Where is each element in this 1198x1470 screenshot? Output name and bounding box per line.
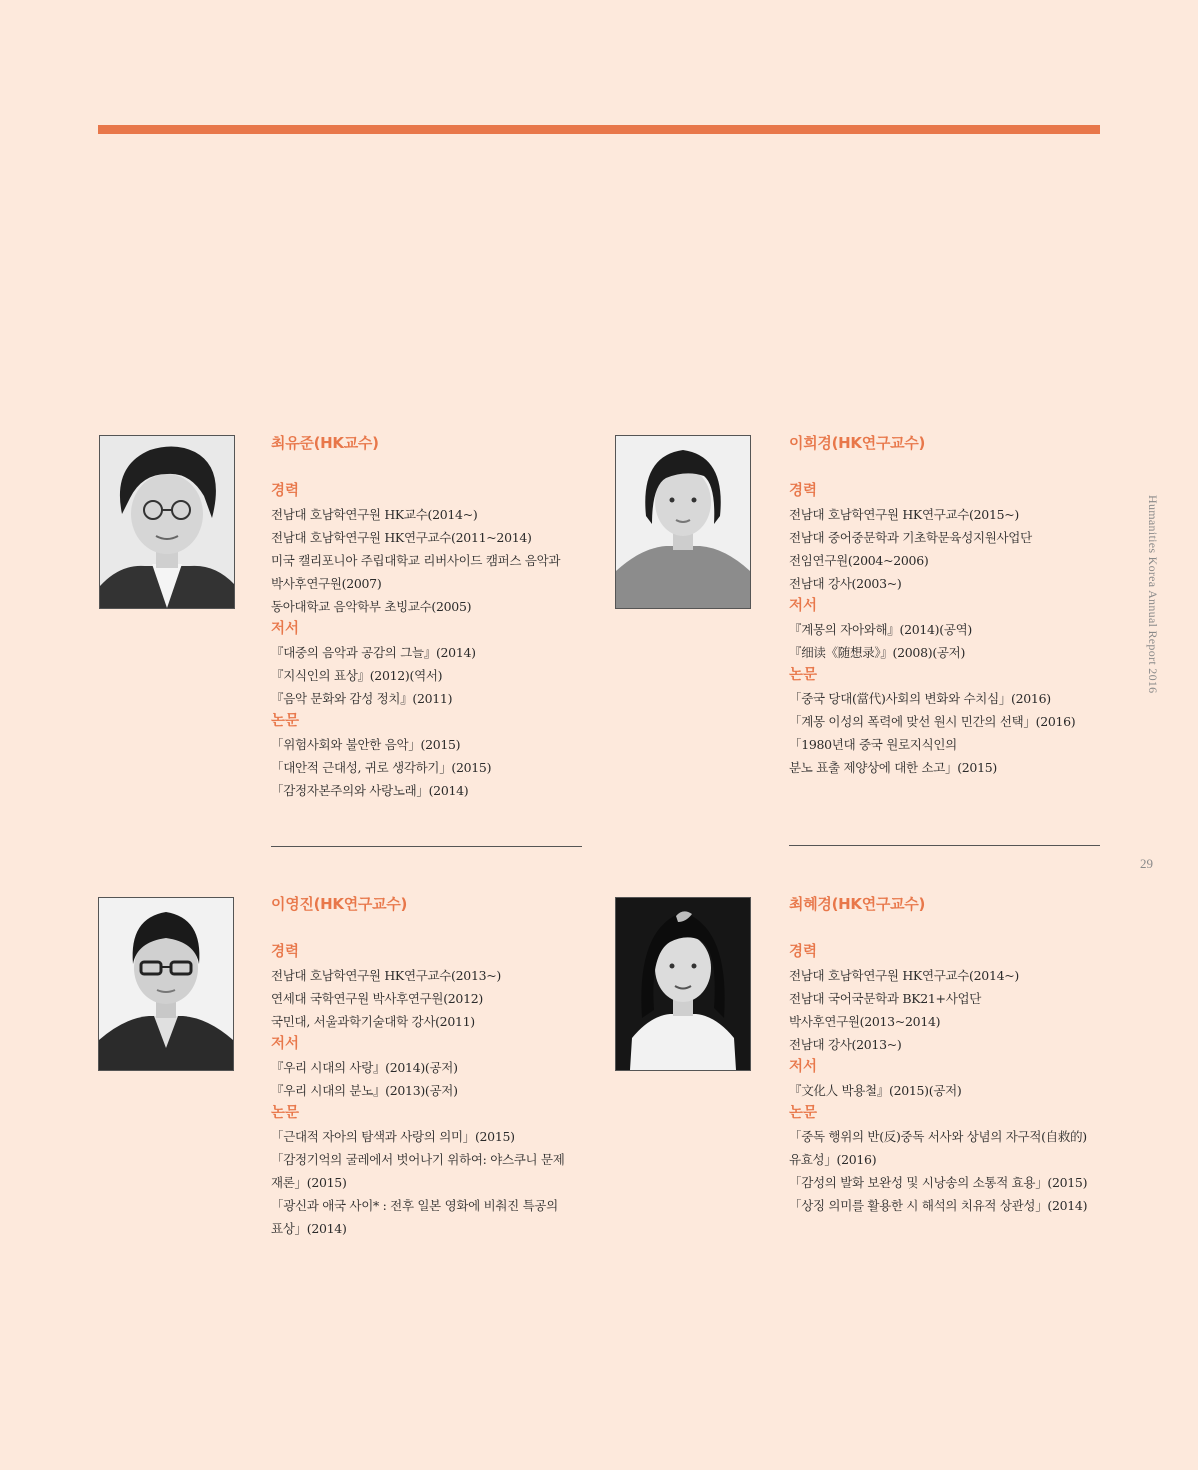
- paper-item: 「근대적 자아의 탐색과 사랑의 의미」(2015): [271, 1129, 515, 1144]
- book-item: 『우리 시대의 분노』(2013)(공저): [271, 1083, 458, 1098]
- profile-name: 이희경(HK연구교수): [789, 434, 926, 452]
- book-item: 『대중의 음악과 공감의 그늘』(2014): [271, 645, 476, 660]
- profile-name: 이영진(HK연구교수): [271, 895, 408, 913]
- profile-name: 최유준(HK교수): [271, 434, 379, 452]
- career-item: 박사후연구원(2007): [271, 576, 382, 591]
- career-item: 동아대학교 음악학부 초빙교수(2005): [271, 599, 472, 614]
- book-item: 『음악 문화와 감성 정치』(2011): [271, 691, 453, 706]
- career-item: 전남대 강사(2003~): [789, 576, 902, 591]
- profile-choi-yujun: [271, 432, 601, 802]
- paper-item: 「감정기억의 굴레에서 벗어나기 위하여: 야스쿠니 문제: [271, 1152, 565, 1167]
- profile-photo-lee-heekyung: [615, 435, 751, 609]
- side-running-title: Humanities Korea Annual Report 2016: [1146, 495, 1160, 694]
- books-heading: 저서: [789, 1059, 818, 1075]
- paper-item: 분노 표출 제양상에 대한 소고」(2015): [789, 760, 997, 775]
- book-item: 『지식인의 표상』(2012)(역서): [271, 668, 443, 683]
- paper-item: 「중국 당대(當代)사회의 변화와 수치심」(2016): [789, 691, 1051, 706]
- books-heading: 저서: [271, 621, 300, 637]
- profile-photo-choi-hyekyung: [615, 897, 751, 1071]
- paper-item: 「1980년대 중국 원로지식인의: [789, 737, 957, 752]
- profile-choi-hyekyung: [789, 893, 1119, 1217]
- career-item: 전남대 강사(2013~): [789, 1037, 902, 1052]
- career-item: 국민대, 서울과학기술대학 강사(2011): [271, 1014, 475, 1029]
- papers-heading: 논문: [789, 667, 818, 683]
- profile-lee-heekyung: [789, 432, 1119, 779]
- paper-item: 「감정자본주의와 사랑노래」(2014): [271, 783, 469, 798]
- paper-item: 유효성」(2016): [789, 1152, 877, 1167]
- papers-heading: 논문: [789, 1105, 818, 1121]
- career-heading: 경력: [271, 483, 300, 499]
- papers-heading: 논문: [271, 713, 300, 729]
- career-item: 전남대 중어중문학과 기초학문육성지원사업단: [789, 530, 1032, 545]
- paper-item: 「중독 행위의 반(反)중독 서사와 상념의 자구적(自救的): [789, 1129, 1087, 1144]
- paper-item: 「대안적 근대성, 귀로 생각하기」(2015): [271, 760, 492, 775]
- career-item: 전남대 호남학연구원 HK연구교수(2013~): [271, 968, 502, 983]
- book-item: 『细读《随想录》』(2008)(공저): [789, 645, 966, 660]
- paper-item: 재론」(2015): [271, 1175, 347, 1190]
- paper-item: 표상」(2014): [271, 1221, 347, 1236]
- career-heading: 경력: [789, 944, 818, 960]
- profile-lee-youngjin: [271, 893, 601, 1240]
- paper-item: 「위험사회와 불안한 음악」(2015): [271, 737, 461, 752]
- career-item: 박사후연구원(2013~2014): [789, 1014, 941, 1029]
- career-heading: 경력: [789, 483, 818, 499]
- career-item: 전남대 호남학연구원 HK연구교수(2011~2014): [271, 530, 532, 545]
- page-number: 29: [1140, 856, 1153, 871]
- career-item: 미국 캘리포니아 주립대학교 리버사이드 캠퍼스 음악과: [271, 553, 561, 568]
- book-item: 『계몽의 자아와해』(2014)(공역): [789, 622, 972, 637]
- profile-name: 최혜경(HK연구교수): [789, 895, 926, 913]
- career-item: 전임연구원(2004~2006): [789, 553, 929, 568]
- paper-item: 「감성의 발화 보완성 및 시낭송의 소통적 효용」(2015): [789, 1175, 1088, 1190]
- books-heading: 저서: [789, 598, 818, 614]
- career-item: 전남대 호남학연구원 HK교수(2014~): [271, 507, 478, 522]
- career-item: 전남대 호남학연구원 HK연구교수(2014~): [789, 968, 1020, 983]
- career-item: 연세대 국학연구원 박사후연구원(2012): [271, 991, 483, 1006]
- books-heading: 저서: [271, 1036, 300, 1052]
- career-item: 전남대 호남학연구원 HK연구교수(2015~): [789, 507, 1020, 522]
- paper-item: 「광신과 애국 사이* : 전후 일본 영화에 비춰진 특공의: [271, 1198, 558, 1213]
- profile-photo-choi-yujun: [99, 435, 235, 609]
- career-heading: 경력: [271, 944, 300, 960]
- book-item: 『우리 시대의 사랑』(2014)(공저): [271, 1060, 458, 1075]
- career-item: 전남대 국어국문학과 BK21+사업단: [789, 991, 982, 1006]
- separator-rule-right: [789, 845, 1100, 846]
- paper-item: 「상징 의미를 활용한 시 해석의 치유적 상관성」(2014): [789, 1198, 1088, 1213]
- profile-photo-lee-youngjin: [98, 897, 234, 1071]
- top-accent-bar: [98, 125, 1100, 134]
- paper-item: 「계몽 이성의 폭력에 맞선 원시 민간의 선택」(2016): [789, 714, 1076, 729]
- separator-rule-left: [271, 846, 582, 847]
- papers-heading: 논문: [271, 1105, 300, 1121]
- book-item: 『文化人 박용철』(2015)(공저): [789, 1083, 962, 1098]
